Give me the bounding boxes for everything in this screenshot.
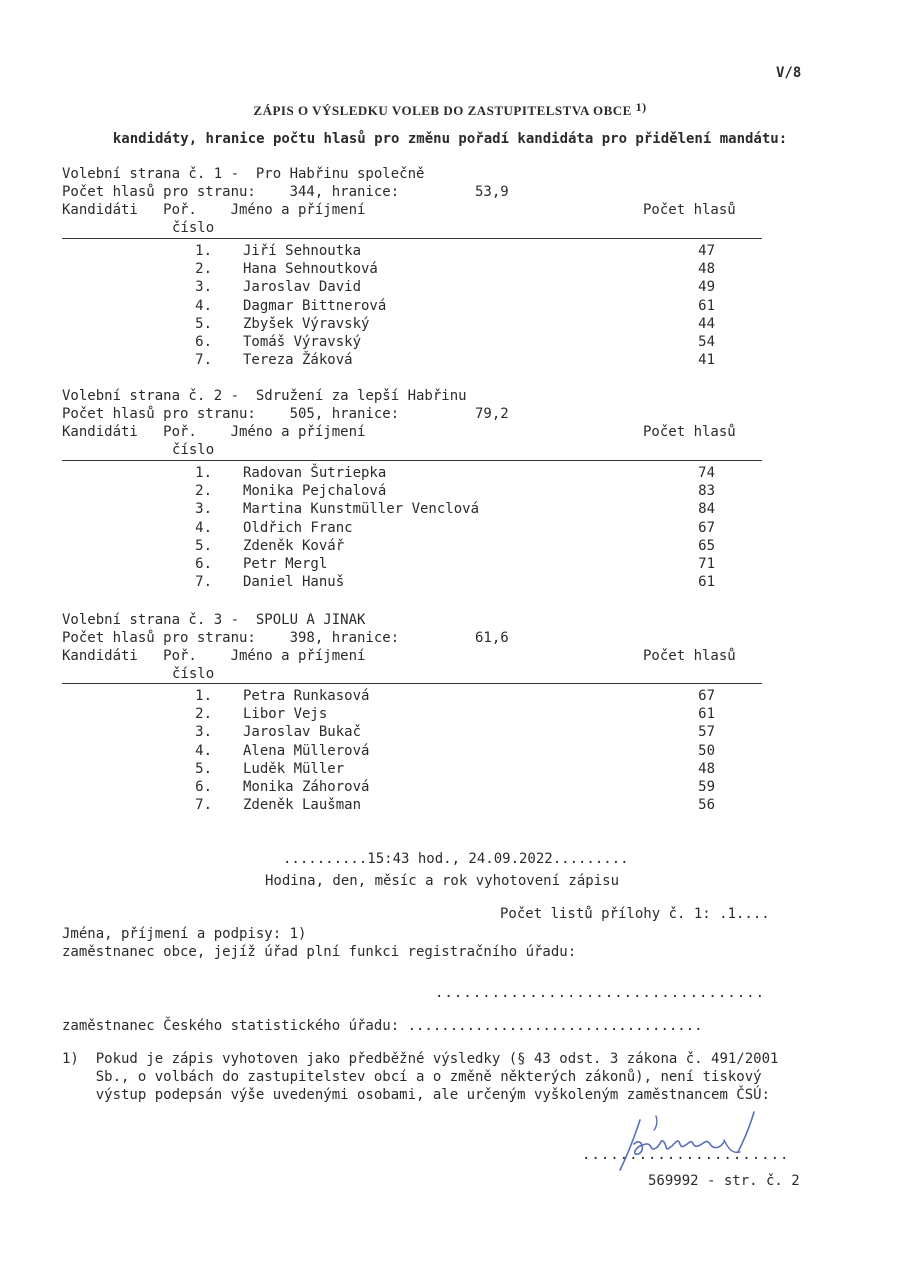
timestamp-caption: Hodina, den, měsíc a rok vyhotovení zápisu	[265, 873, 620, 889]
candidate-votes: 67	[698, 688, 715, 704]
candidate-number: 1.	[195, 465, 212, 481]
candidate-row	[62, 297, 762, 315]
table-rule	[62, 683, 762, 684]
candidate-number: 7.	[195, 574, 212, 591]
handwritten-signature	[612, 1108, 772, 1178]
candidate-number: 1.	[195, 243, 212, 259]
page-code: V/8	[776, 65, 802, 81]
candidate-name: Radovan Šutriepka	[243, 465, 387, 481]
column-header-left: Kandidáti Poř. Jméno a příjmení	[62, 424, 366, 440]
candidate-name: Libor Vejs	[243, 706, 328, 723]
municipal-employee-label: zaměstnanec obce, jejíž úřad plní funkci registračního úřadu:	[62, 944, 577, 960]
candidate-votes: 71	[698, 556, 715, 572]
timestamp-line: ..........15:43 hod., 24.09.2022.........	[283, 851, 629, 867]
candidate-number: 7.	[195, 797, 212, 814]
party-header: Volební strana č. 3 - SPOLU A JINAK	[62, 612, 366, 628]
candidate-row	[62, 796, 762, 814]
candidate-row	[62, 555, 762, 573]
party-header: Volební strana č. 2 - Sdružení za lepší Habřinu	[62, 388, 467, 404]
candidate-row	[62, 573, 762, 591]
candidate-name: Petra Runkasová	[243, 688, 370, 704]
candidate-number: 5.	[195, 315, 212, 332]
candidate-row	[62, 742, 762, 760]
candidate-row	[62, 760, 762, 778]
column-header-left: Kandidáti Poř. Jméno a příjmení	[62, 202, 366, 218]
table-rule	[62, 238, 762, 239]
candidate-name: Daniel Hanuš	[243, 574, 345, 591]
candidate-name: Tomáš Výravský	[243, 334, 362, 350]
candidate-votes: 67	[698, 519, 715, 536]
column-header-sub: číslo	[172, 220, 215, 236]
candidate-number: 4.	[195, 742, 212, 759]
candidate-name: Oldřich Franc	[243, 519, 353, 536]
party-votes-line: Počet hlasů pro stranu: 398, hranice: 61,6	[62, 630, 509, 646]
candidate-votes: 57	[698, 724, 715, 741]
candidate-row	[62, 723, 762, 741]
candidate-number: 4.	[195, 297, 212, 314]
candidate-votes: 65	[698, 537, 715, 554]
table-rule	[62, 460, 762, 461]
candidate-name: Zbyšek Výravský	[243, 315, 370, 332]
party-votes-line: Počet hlasů pro stranu: 344, hranice: 53,9	[62, 184, 509, 200]
candidate-name: Luděk Müller	[243, 760, 345, 777]
candidate-number: 2.	[195, 261, 212, 278]
candidate-votes: 49	[698, 279, 715, 296]
candidate-number: 5.	[195, 537, 212, 554]
candidate-name: Jiří Sehnoutka	[243, 243, 362, 259]
candidate-name: Martina Kunstmüller Venclová	[243, 501, 480, 518]
czso-employee-line: zaměstnanec Českého statistického úřadu: ...................................	[62, 1018, 703, 1034]
candidate-name: Monika Záhorová	[243, 779, 370, 795]
candidate-row	[62, 705, 762, 723]
candidate-number: 3.	[195, 501, 212, 518]
column-header-left: Kandidáti Poř. Jméno a příjmení	[62, 648, 366, 664]
candidate-name: Monika Pejchalová	[243, 483, 387, 500]
candidate-number: 3.	[195, 724, 212, 741]
candidate-number: 5.	[195, 760, 212, 777]
candidate-row	[62, 482, 762, 500]
candidate-name: Alena Müllerová	[243, 742, 370, 759]
candidate-votes: 47	[698, 243, 715, 259]
candidate-number: 6.	[195, 556, 212, 572]
signature-line-czso: ......................	[582, 1147, 790, 1163]
title-footnote-mark: 1)	[635, 100, 647, 114]
party-header: Volební strana č. 1 - Pro Habřinu společně	[62, 166, 425, 182]
candidate-number: 6.	[195, 334, 212, 350]
document-title: ZÁPIS O VÝSLEDKU VOLEB DO ZASTUPITELSTVA OBCE $^{1)}$	[253, 100, 647, 118]
candidate-number: 2.	[195, 483, 212, 500]
candidate-number: 1.	[195, 688, 212, 704]
attachment-sheet-count: Počet listů přílohy č. 1: .1....	[500, 906, 770, 922]
candidate-votes: 54	[698, 334, 715, 350]
candidate-votes: 84	[698, 501, 715, 518]
candidate-votes: 59	[698, 779, 715, 795]
candidate-number: 4.	[195, 519, 212, 536]
candidate-name: Tereza Žáková	[243, 352, 353, 369]
candidate-row	[62, 242, 762, 260]
column-header-votes: Počet hlasů	[643, 202, 736, 218]
candidate-votes: 48	[698, 261, 715, 278]
document-subtitle: kandidáty, hranice počtu hlasů pro změnu pořadí kandidáta pro přidělení mandátu:	[112, 131, 788, 147]
candidate-row	[62, 537, 762, 555]
candidate-number: 7.	[195, 352, 212, 369]
candidate-row	[62, 519, 762, 537]
candidate-name: Dagmar Bittnerová	[243, 297, 387, 314]
candidate-number: 3.	[195, 279, 212, 296]
candidate-row	[62, 500, 762, 518]
footer-page-id: 569992 - str. č. 2	[648, 1173, 800, 1189]
candidate-number: 6.	[195, 779, 212, 795]
candidate-votes: 48	[698, 760, 715, 777]
candidate-row	[62, 687, 762, 705]
column-header-votes: Počet hlasů	[643, 648, 736, 664]
signature-line-municipal: ...................................	[435, 985, 766, 1001]
candidate-name: Jaroslav David	[243, 279, 362, 296]
column-header-sub: číslo	[172, 442, 215, 458]
candidate-votes: 74	[698, 465, 715, 481]
candidate-votes: 61	[698, 574, 715, 591]
candidate-number: 2.	[195, 706, 212, 723]
signatures-label: Jména, příjmení a podpisy: 1)	[62, 926, 307, 942]
candidate-row	[62, 464, 762, 482]
column-header-sub: číslo	[172, 666, 215, 682]
candidate-name: Zdeněk Kovář	[243, 537, 345, 554]
footnote: 1) Pokud je zápis vyhotoven jako předběžné výsledky (§ 43 odst. 3 zákona č. 491/2001 Sb., o volbách do zastupitelstev obcí a o změně některých zákonů), není tiskový výstup podepsán výše uvedenými osobami, ale určeným vyškoleným zaměstnancem ČSÚ:	[62, 1051, 779, 1103]
candidate-votes: 56	[698, 797, 715, 814]
candidate-row	[62, 260, 762, 278]
candidate-votes: 44	[698, 315, 715, 332]
candidate-row	[62, 278, 762, 296]
candidate-votes: 61	[698, 706, 715, 723]
candidate-votes: 83	[698, 483, 715, 500]
candidate-row	[62, 351, 762, 369]
candidate-votes: 50	[698, 742, 715, 759]
candidate-votes: 61	[698, 297, 715, 314]
candidate-name: Petr Mergl	[243, 556, 328, 572]
candidate-row	[62, 333, 762, 351]
candidate-name: Jaroslav Bukač	[243, 724, 362, 741]
party-votes-line: Počet hlasů pro stranu: 505, hranice: 79,2	[62, 406, 509, 422]
column-header-votes: Počet hlasů	[643, 424, 736, 440]
candidate-name: Hana Sehnoutková	[243, 261, 378, 278]
candidate-votes: 41	[698, 352, 715, 369]
candidate-row	[62, 778, 762, 796]
candidate-name: Zdeněk Laušman	[243, 797, 362, 814]
candidate-row	[62, 315, 762, 333]
